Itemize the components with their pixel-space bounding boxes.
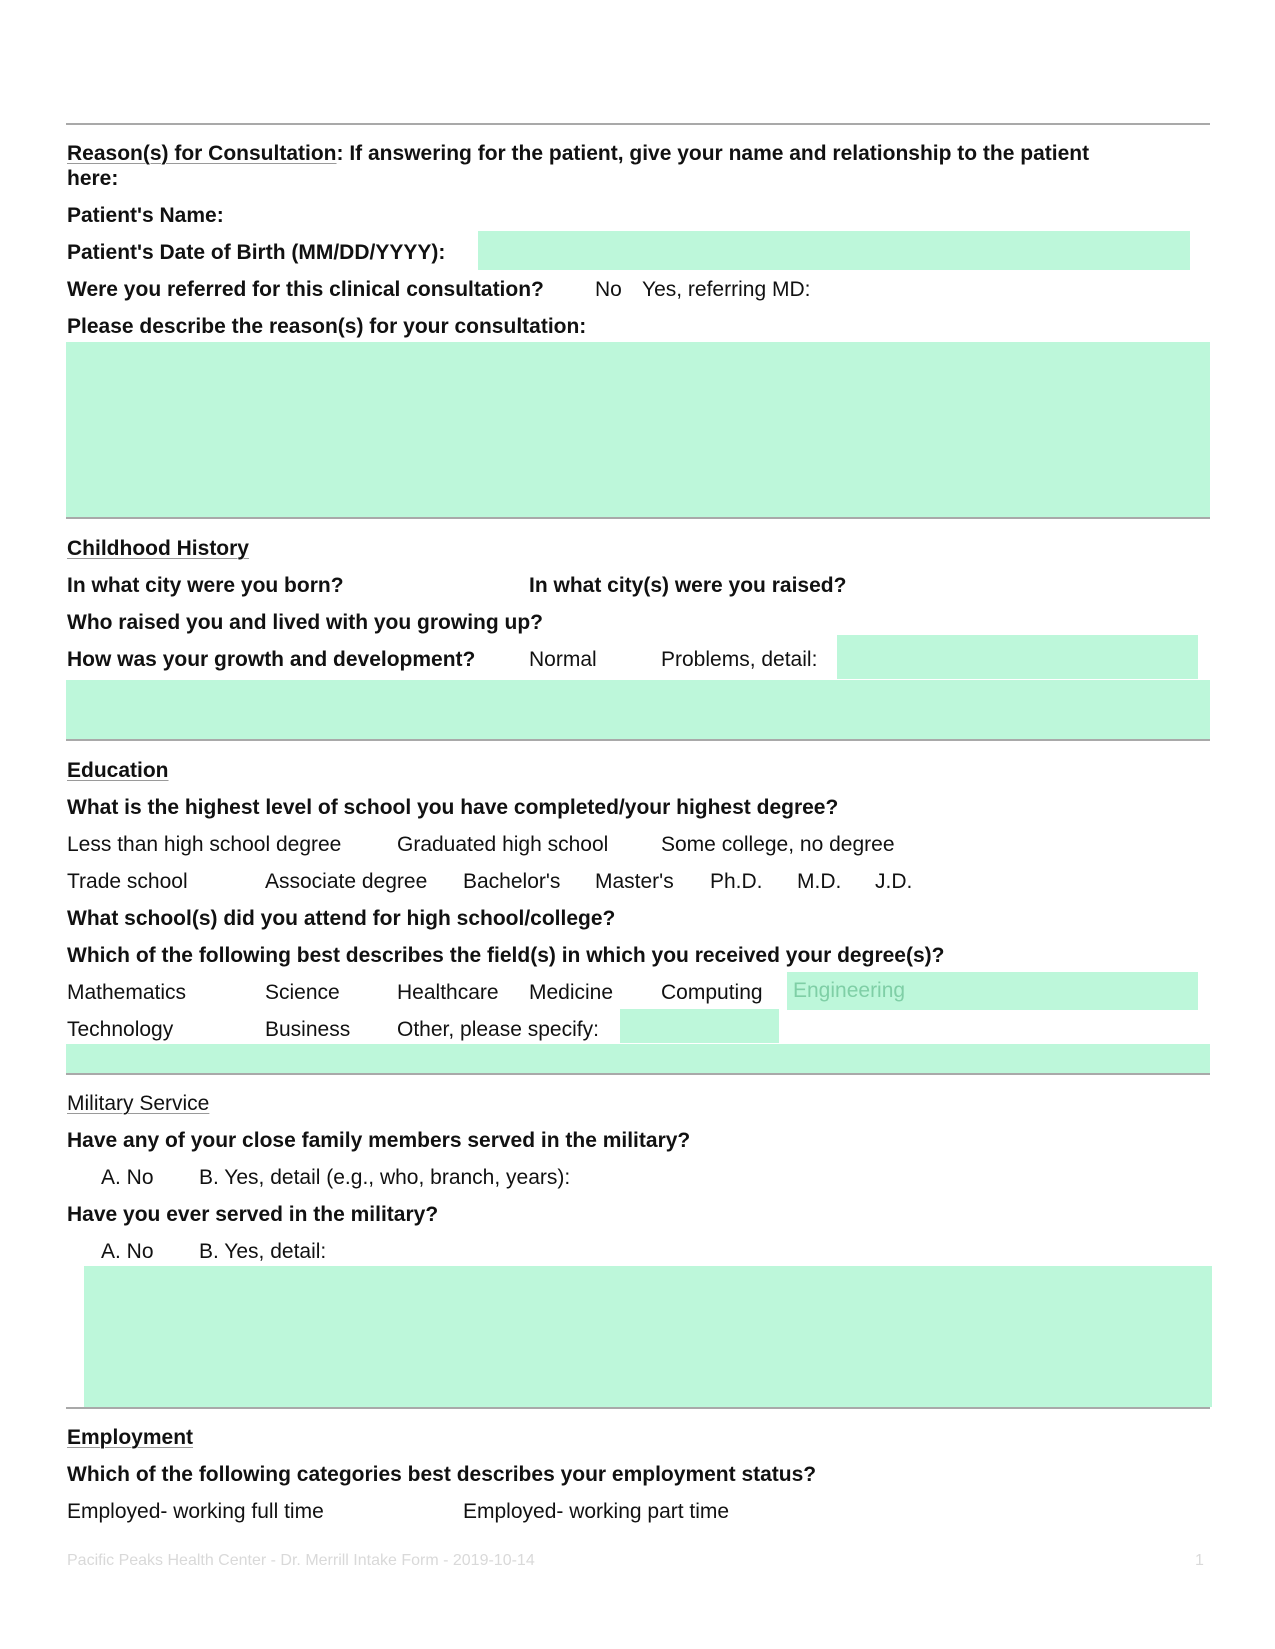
- education-rule: [66, 1073, 1210, 1075]
- referred-yes-option[interactable]: Yes, referring MD:: [642, 278, 811, 301]
- self-military-label: Have you ever served in the military?: [67, 1203, 439, 1226]
- field-healthcare[interactable]: Healthcare: [397, 981, 499, 1004]
- consultation-intro-line2: here:: [67, 167, 119, 190]
- growth-label: How was your growth and development?: [67, 648, 476, 671]
- employment-heading: Employment: [67, 1426, 194, 1449]
- level-associate-degree[interactable]: Associate degree: [265, 870, 428, 893]
- family-military-yes[interactable]: B. Yes, detail (e.g., who, branch, years):: [199, 1166, 571, 1189]
- raised-by-label: Who raised you and lived with you growing up?: [67, 611, 544, 634]
- childhood-heading: Childhood History: [67, 537, 249, 560]
- field-other-input[interactable]: [620, 1009, 779, 1043]
- born-city-label: In what city were you born?: [67, 574, 344, 597]
- field-other[interactable]: Other, please specify:: [397, 1018, 599, 1041]
- level-md[interactable]: M.D.: [797, 870, 842, 893]
- field-medicine[interactable]: Medicine: [529, 981, 614, 1004]
- reason-textarea[interactable]: [66, 342, 1210, 517]
- level-some-college[interactable]: Some college, no degree: [661, 833, 895, 856]
- field-business[interactable]: Business: [265, 1018, 351, 1041]
- education-heading: Education: [67, 759, 169, 782]
- describe-reason-label: Please describe the reason(s) for your consultation:: [67, 315, 587, 338]
- self-military-no[interactable]: A. No: [101, 1240, 154, 1263]
- growth-problems-option[interactable]: Problems, detail:: [661, 648, 818, 671]
- childhood-rule: [66, 739, 1210, 741]
- military-detail-textarea[interactable]: [84, 1266, 1212, 1407]
- raised-city-label: In what city(s) were you raised?: [529, 574, 847, 597]
- growth-normal-option[interactable]: Normal: [529, 648, 597, 671]
- highest-level-label: What is the highest level of school you have completed/your highest degree?: [67, 796, 839, 819]
- patient-name-label: Patient's Name:: [67, 204, 224, 227]
- dob-input[interactable]: [478, 231, 1190, 270]
- level-less-than-high-school[interactable]: Less than high school degree: [67, 833, 342, 856]
- schools-label: What school(s) did you attend for high school/college?: [67, 907, 616, 930]
- field-science[interactable]: Science: [265, 981, 340, 1004]
- military-rule: [66, 1407, 1210, 1409]
- footer-page-number: 1: [1195, 1552, 1204, 1569]
- family-military-no[interactable]: A. No: [101, 1166, 154, 1189]
- level-trade-school[interactable]: Trade school: [67, 870, 188, 893]
- consultation-intro-text: : If answering for the patient, give your name and relationship to the patient: [336, 142, 1090, 165]
- self-military-yes[interactable]: B. Yes, detail:: [199, 1240, 327, 1263]
- level-graduated-high-school[interactable]: Graduated high school: [397, 833, 609, 856]
- field-computing[interactable]: Computing: [661, 981, 763, 1004]
- fields-label: Which of the following best describes the field(s) in which you received your degree(s)?: [67, 944, 945, 967]
- growth-problems-input[interactable]: [837, 635, 1198, 679]
- level-jd[interactable]: J.D.: [875, 870, 913, 893]
- consultation-rule: [66, 517, 1210, 519]
- employment-status-label: Which of the following categories best describes your employment status?: [67, 1463, 817, 1486]
- field-mathematics[interactable]: Mathematics: [67, 981, 187, 1004]
- level-masters[interactable]: Master's: [595, 870, 674, 893]
- footer-text: Pacific Peaks Health Center - Dr. Merrill Intake Form - 2019-10-14: [67, 1552, 535, 1569]
- field-technology[interactable]: Technology: [67, 1018, 174, 1041]
- employment-part-time[interactable]: Employed- working part time: [463, 1500, 730, 1523]
- growth-detail-textarea[interactable]: [66, 680, 1210, 739]
- employment-full-time[interactable]: Employed- working full time: [67, 1500, 324, 1523]
- field-engineering-input[interactable]: [787, 972, 1198, 1010]
- consultation-intro: [67, 141, 1089, 167]
- dob-label: Patient's Date of Birth (MM/DD/YYYY):: [67, 241, 446, 264]
- referred-no-option[interactable]: No: [595, 278, 622, 301]
- consultation-heading: Reason(s) for Consultation: [67, 142, 337, 165]
- education-detail-textarea[interactable]: [66, 1044, 1210, 1073]
- referred-label: Were you referred for this clinical consultation?: [67, 278, 544, 301]
- level-phd[interactable]: Ph.D.: [710, 870, 763, 893]
- field-engineering-value: Engineering: [793, 979, 906, 1002]
- top-rule: [66, 123, 1210, 125]
- military-heading: Military Service: [67, 1092, 210, 1115]
- family-military-label: Have any of your close family members served in the military?: [67, 1129, 691, 1152]
- level-bachelors[interactable]: Bachelor's: [463, 870, 561, 893]
